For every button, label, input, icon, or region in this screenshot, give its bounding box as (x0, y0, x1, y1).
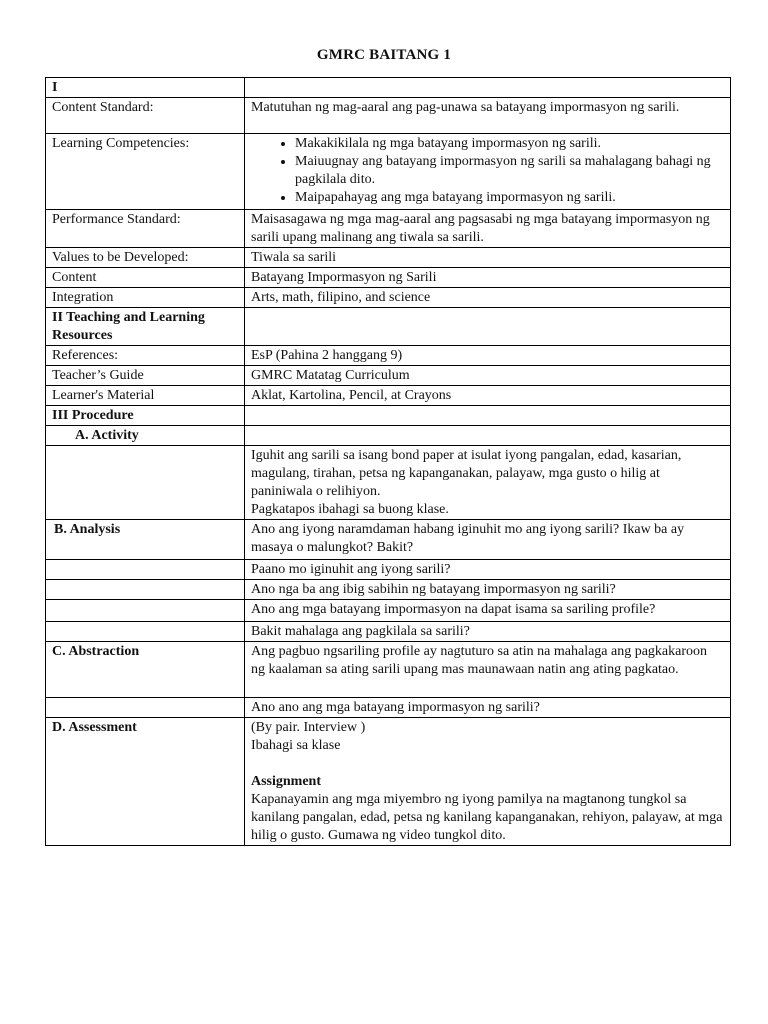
performance-standard-label: Performance Standard: (46, 210, 245, 248)
spacer (251, 755, 724, 773)
list-item: • Maiuugnay ang batayang impormasyon ng sarili sa mahalagang bahagi ng pagkilala dito. (295, 153, 724, 189)
content-standard-label: Content Standard: (46, 98, 245, 134)
competencies-list (251, 135, 724, 207)
assessment-content (245, 718, 731, 846)
table-row (46, 406, 731, 426)
table-row (46, 134, 731, 210)
table-row (46, 248, 731, 268)
table-row (46, 268, 731, 288)
teachers-guide-value: GMRC Matatag Curriculum (245, 366, 731, 386)
analysis-question: Bakit mahalaga ang pagkilala sa sarili? (245, 622, 731, 642)
analysis-question: Ano ang iyong naramdaman habang iginuhit mo ang iyong sarili? Ikaw ba ay masaya o malungkot? Bakit? (245, 520, 731, 560)
table-row (46, 366, 731, 386)
table-row (46, 580, 731, 600)
section-heading-1: I (46, 78, 245, 98)
assessment-line: (By pair. Interview ) (251, 720, 366, 735)
lesson-plan-table (45, 77, 731, 846)
document-title: GMRC BAITANG 1 (316, 47, 452, 63)
assignment-text: Kapanayamin ang mga miyembro ng iyong pamilya na magtanong tungkol sa kanilang pangalan, edad, petsa ng kanilang kapanganakan, rehiyon, palayaw, at mga hilig o gusto. Gumawa ng video tungkol dito. (251, 792, 723, 843)
content-standard-value: Matutuhan ng mag-aaral ang pag-unawa sa batayang impormasyon ng sarili. (245, 98, 731, 134)
values-label: Values to be Developed: (46, 248, 245, 268)
analysis-question: Ano nga ba ang ibig sabihin ng batayang impormasyon ng sarili? (245, 580, 731, 600)
empty-cell (46, 446, 245, 520)
values-value: Tiwala sa sarili (245, 248, 731, 268)
list-item: • Makakikilala ng mga batayang impormasyon ng sarili. (295, 135, 724, 153)
learning-competencies-label: Learning Competencies: (46, 134, 245, 210)
section-heading-2: II Teaching and Learning Resources (46, 308, 245, 346)
empty-cell (46, 698, 245, 718)
table-row (46, 346, 731, 366)
table-row (46, 718, 731, 846)
abstraction-question: Ano ano ang mga batayang impormasyon ng sarili? (245, 698, 731, 718)
empty-cell (245, 308, 731, 346)
content-value: Batayang Impormasyon ng Sarili (245, 268, 731, 288)
empty-cell (46, 560, 245, 580)
empty-cell (245, 426, 731, 446)
empty-cell (46, 600, 245, 622)
empty-cell (245, 78, 731, 98)
learning-competencies-value (245, 134, 731, 210)
table-row (46, 78, 731, 98)
activity-text (245, 446, 731, 520)
empty-cell (245, 406, 731, 426)
integration-label: Integration (46, 288, 245, 308)
table-row (46, 308, 731, 346)
teachers-guide-label: Teacher’s Guide (46, 366, 245, 386)
table-row (46, 600, 731, 622)
assessment-line: Ibahagi sa klase (251, 738, 341, 753)
empty-cell (46, 622, 245, 642)
assignment-heading: Assignment (251, 774, 322, 789)
analysis-label: B. Analysis (46, 520, 245, 560)
table-row (46, 622, 731, 642)
table-row (46, 642, 731, 698)
assessment-label: D. Assessment (46, 718, 245, 846)
learners-material-value: Aklat, Kartolina, Pencil, at Crayons (245, 386, 731, 406)
activity-label: A. Activity (46, 426, 245, 446)
analysis-question: Ano ang mga batayang impormasyon na dapat isama sa sariling profile? (245, 600, 731, 622)
table-row (46, 446, 731, 520)
integration-value: Arts, math, filipino, and science (245, 288, 731, 308)
empty-cell (46, 580, 245, 600)
analysis-question: Paano mo iginuhit ang iyong sarili? (245, 560, 731, 580)
content-label: Content (46, 268, 245, 288)
table-row (46, 98, 731, 134)
performance-standard-value: Maisasagawa ng mga mag-aaral ang pagsasabi ng mga batayang impormasyon ng sarili upang malinang ang tiwala sa sarili. (245, 210, 731, 248)
section-heading-3: III Procedure (46, 406, 245, 426)
abstraction-text: Ang pagbuo ngsariling profile ay nagtuturo sa atin na mahalaga ang pagkakaroon ng kaalaman sa ating sarili upang mas maunawaan natin ang ating pagkatao. (245, 642, 731, 698)
activity-followup: Pagkatapos ibahagi sa buong klase. (251, 502, 449, 517)
table-row (46, 698, 731, 718)
table-row (46, 560, 731, 580)
abstraction-label: C. Abstraction (46, 642, 245, 698)
table-row (46, 210, 731, 248)
table-row (46, 386, 731, 406)
table-row (46, 426, 731, 446)
table-row (46, 288, 731, 308)
activity-instructions: Iguhit ang sarili sa isang bond paper at isulat iyong pangalan, edad, kasarian, magulang, tirahan, petsa ng kapanganakan, palayaw, mga gusto o hilig at paniniwala o relihiyon. (251, 448, 682, 499)
references-label: References: (46, 346, 245, 366)
list-item: • Maipapahayag ang mga batayang impormasyon ng sarili. (295, 189, 724, 207)
references-value: EsP (Pahina 2 hanggang 9) (245, 346, 731, 366)
learners-material-label: Learner's Material (46, 386, 245, 406)
table-row (46, 520, 731, 560)
